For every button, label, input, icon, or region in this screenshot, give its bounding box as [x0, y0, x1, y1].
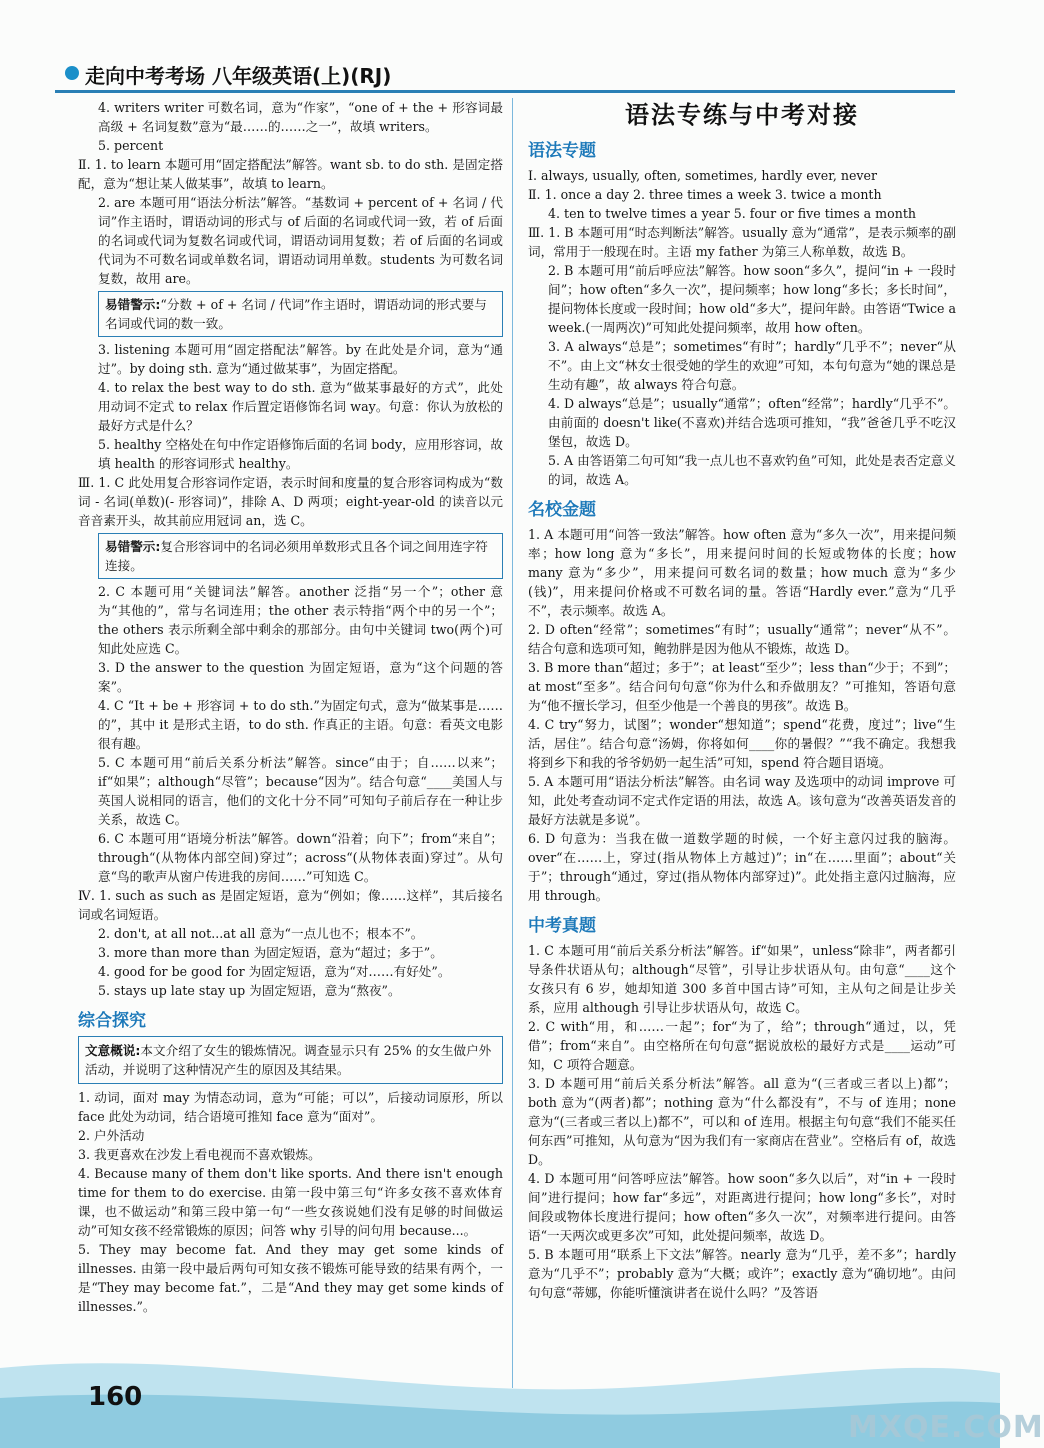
answer-item: 4. to relax the best way to do sth. 意为“做某事最好的方式”，此处用动词不定式 to relax 作后置定语修饰名词 way。句意：你认为放松的最好方式是什么？ [98, 380, 503, 433]
answer-item: 4. D 本题可用“问答呼应法”解答。how soon“多久以后”，对“in + 一段时间”进行提问；how far“多远”，对距离进行提问；how long“多长”，对时间段或物体长度进行提问；how often“多久一次”，对频率进行提问。由答语“一天两次或更多次”可知，此处提问频率，故选 D。 [528, 1171, 956, 1243]
book-title: 走向中考考场 八年级英语(上)(RJ) [85, 64, 392, 88]
answer-item: 3. D the answer to the question 为固定短语，意为“这个问题的答案”。 [98, 660, 503, 694]
answer-item: 2. C 本题可用“关键词法”解答。another 泛指“另一个”；other 意为“其他的”，常与名词连用；the other 表示特指“两个中的另一个”；the others 表示所剩全部中剩余的那部分。由句中关键词 two(两个)可知此处应选 C。 [98, 584, 503, 656]
answer-item: 5. healthy 空格处在句中作定语修饰后面的名词 body，应用形容词，故填 health 的形容词形式 healthy。 [98, 437, 503, 471]
answer-item: 5. A 由答语第二句可知“我一点儿也不喜欢钓鱼”可知，此处是表否定意义的词，故选 A。 [548, 453, 956, 487]
answer-block-3 [78, 582, 503, 1000]
answer-block-exam [528, 941, 956, 1302]
answer-item: 2. are 本题可用“语法分析法”解答。“基数词 + percent of + 名词 / 代词”作主语时，谓语动词的形式与 of 后面的名词或代词一致，若 of 后面的名词或代词为复数名词或代词，谓语动词用复数；若 of 后面的名词或代词为不可数名词或单数名词，谓语动词用单数。students 为可数名词复数，故用 are。 [98, 195, 503, 286]
overview-label: 文意概说: [85, 1043, 141, 1058]
left-column [78, 98, 503, 1316]
chapter-title: 语法专练与中考对接 [625, 101, 859, 129]
answer-item: Ⅱ. 1. once a day 2. three times a week 3. twice a month [528, 187, 882, 202]
warning-label: 易错警示: [105, 297, 161, 312]
bullet-dot-icon [65, 66, 79, 80]
warning-label: 易错警示: [105, 539, 161, 554]
watermark: MXQE.COM [848, 1410, 1044, 1445]
answer-item: Ⅲ. 1. C 此处用复合形容词作定语，表示时间和度量的复合形容词构成为“数词 - 名词(单数)(- 形容词)”，排除 A、D 两项；eight-year-old 的读音以元音音素开头，故其前应用冠词 an，选 C。 [78, 475, 503, 528]
answer-item: 2. B 本题可用“前后呼应法”解答。how soon“多久”，提问“in + 一段时间”；how often“多久一次”，提问频率；how long“多长；多长时间”，提问物体长度或一段时间；how old“多大”，提问年龄。由答语“Twice a week.(一周两次)”可知此处提问频率，故用 how often。 [548, 263, 956, 335]
answer-item: 3. 我更喜欢在沙发上看电视而不喜欢锻炼。 [78, 1147, 321, 1162]
answer-block-4 [78, 1088, 503, 1316]
warning-text: 复合形容词中的名词必须用单数形式且各个词之间用连字符连接。 [105, 539, 488, 573]
answer-block-grammar [528, 166, 956, 489]
answer-item: 3. D 本题可用“前后关系分析法”解答。all 意为“(三者或三者以上)都”；both 意为“(两者)都”；nothing 意为“什么都没有”，不与 of 连用；none 意为“(三者或三者以上)都不”，可以和 of 连用。根据主句句意“我们不能买任何东西”可推知，从句意为“因为我们有一家商店在营业”。空格后有 of，故选 D。 [528, 1076, 956, 1167]
answer-item: 5. C 本题可用“前后关系分析法”解答。since“由于；自……以来”；if“如果”；although“尽管”；because“因为”。结合句意“____美国人与英国人说相同的语言，他们的文化十分不同”可知句子前后存在一种让步关系，故选 C。 [98, 755, 503, 827]
answer-item: 3. listening 本题可用“固定搭配法”解答。by 在此处是介词，意为“通过”。by doing sth. 意为“通过做某事”，为固定搭配。 [98, 342, 503, 376]
answer-item: 4. C try“努力，试图”；wonder“想知道”；spend“花费，度过”；live“生活，居住”。结合句意“汤姆，你将如何____你的暑假？”“我不确定。我想我将到乡下和我的爷爷奶奶一起生活”可知，spend 符合题目语境。 [528, 717, 956, 770]
warning-text: “分数 + of + 名词 / 代词”作主语时，谓语动词的形式要与名词或代词的数一致。 [105, 297, 487, 331]
overview-text: 本文介绍了女生的锻炼情况。调查显示只有 25% 的女生做户外活动，并说明了这种情况产生的原因及其结果。 [85, 1043, 492, 1077]
answer-item: 4. writers writer 可数名词，意为“作家”，“one of + the + 形容词最高级 + 名词复数”意为“最……的……之一”，故填 writers。 [98, 100, 503, 134]
answer-item: 2. don't, at all not...at all 意为“一点儿也不；根本不”。 [98, 926, 424, 941]
answer-block-1 [78, 98, 503, 288]
answer-item: 3. more than more than 为固定短语，意为“超过；多于”。 [98, 945, 443, 960]
page-number: 160 [88, 1382, 143, 1412]
answer-item: 5. percent [98, 138, 164, 153]
answer-block-2 [78, 340, 503, 530]
answer-item: 4. D always“总是”；usually“通常”；often“经常”；hardly“几乎不”。由前面的 doesn't like(不喜欢)并结合选项可推知，“我”爸爸几乎不吃汉堡包，故选 D。 [548, 396, 956, 449]
answer-item: 6. C 本题可用“语境分析法”解答。down“沿着；向下”；from“来自”；through“(从物体内部空间)穿过”；across“(从物体表面)穿过”。从句意“鸟的歌声从窗户传进我的房间……”可知选 C。 [98, 831, 503, 884]
error-warning-box-2 [98, 533, 503, 579]
answer-item: Ⅰ. always, usually, often, sometimes, hardly ever, never [528, 168, 878, 183]
right-column [528, 98, 956, 1302]
answer-item: 3. A always“总是”；sometimes“有时”；hardly“几乎不”；never“从不”。由上文“林女士很受她的学生的欢迎”可知，本句句意为“她的课总是生动有趣”，故 always 符合句意。 [548, 339, 956, 392]
header-rule [55, 90, 955, 93]
answer-item: 2. C with“用，和……一起”；for“为了，给”；through“通过，以，凭借”；from“来自”。由空格所在句句意“据说放松的最好方式是____运动”可知，C 项符合题意。 [528, 1019, 956, 1072]
answer-item: 5. They may become fat. And they may get some kinds of illnesses. 由第一段中最后两句可知女孩不锻炼可能导致的结果有两个，一是“They may become fat.”，二是“And they may get some kinds of illnesses.”。 [78, 1242, 503, 1314]
answer-item: Ⅳ. 1. such as such as 是固定短语，意为“例如；像……这样”，其后接名词或名词短语。 [78, 888, 503, 922]
answer-item: 5. B 本题可用“联系上下文法”解答。nearly 意为“几乎，差不多”；hardly 意为“几乎不”；probably 意为“大概；或许”；exactly 意为“确切地”。由问句句意“蒂娜，你能听懂演讲者在说什么吗？”及答语 [528, 1247, 956, 1300]
answer-item: 1. A 本题可用“问答一致法”解答。how often 意为“多久一次”，用来提问频率；how long 意为“多长”，用来提问时间的长短或物体的长度；how many 意为“多少”，用来提问可数名词的数量；how much 意为“多少(钱)”，用来提问价格或不可数名词的量。答语“Hardly ever.”意为“几乎不”，表示频率。故选 A。 [528, 527, 956, 618]
section-title-comprehensive: 综合探究 [78, 1011, 146, 1031]
answer-item: 2. 户外活动 [78, 1128, 145, 1143]
passage-overview-box [78, 1036, 503, 1084]
answer-item: 6. D 句意为：当我在做一道数学题的时候，一个好主意闪过我的脑海。over“在……上，穿过(指从物体上方越过)”；in“在……里面”；about“关于”；through“通过，穿过(指从物体内部穿过)”。此处指主意闪过脑海，应用 through。 [528, 831, 956, 903]
section-title-school-questions: 名校金题 [528, 500, 596, 520]
answer-item: Ⅲ. 1. B 本题可用“时态判断法”解答。usually 意为“通常”，是表示频率的副词，常用于一般现在时。主语 my father 为第三人称单数，故选 B。 [528, 225, 956, 259]
answer-item: 5. stays up late stay up 为固定短语，意为“熬夜”。 [98, 983, 401, 998]
answer-item: 2. D often“经常”；sometimes“有时”；usually“通常”；never“从不”。结合句意和选项可知，鲍勃胖是因为他从不锻炼，故选 D。 [528, 622, 956, 656]
section-title-grammar: 语法专题 [528, 141, 596, 161]
answer-item: 1. 动词，面对 may 为情态动词，意为“可能；可以”，后接动词原形，所以 face 此处为动词，结合语境可推知 face 意为“面对”。 [78, 1090, 503, 1124]
running-header [55, 58, 955, 92]
answer-item: 4. ten to twelve times a year 5. four or five times a month [548, 206, 916, 221]
answer-item: 5. A 本题可用“语法分析法”解答。由名词 way 及选项中的动词 improve 可知，此处考查动词不定式作定语的用法，故选 A。该句意为“改善英语发音的最好方法就是多说”。 [528, 774, 956, 827]
answer-block-school [528, 525, 956, 905]
answer-item: 4. C “It + be + 形容词 + to do sth.”为固定句式，意为“做某事是……的”，其中 it 是形式主语，to do sth. 作真正的主语。句意：看英文电影很有趣。 [98, 698, 503, 751]
error-warning-box-1 [98, 291, 503, 337]
answer-item: 1. C 本题可用“前后关系分析法”解答。if“如果”，unless“除非”，两者都引导条件状语从句；although“尽管”，引导让步状语从句。由句意“____这个女孩只有 6 岁，她却知道 300 多首中国古诗”可知，主从句之间是让步关系，应用 although 引导让步状语从句，故选 C。 [528, 943, 956, 1015]
answer-item: Ⅱ. 1. to learn 本题可用“固定搭配法”解答。want sb. to do sth. 是固定搭配，意为“想让某人做某事”，故填 to learn。 [78, 157, 503, 191]
answer-item: 4. Because many of them don't like sports. And there isn't enough time for them to do exercise. 由第一段中第三句“许多女孩不喜欢体育课，也不做运动”和第三段中第一句“一些女孩说她们没有足够的时间做运动”可知女孩不经常锻炼的原因；问答 why 引导的问句用 because...。 [78, 1166, 503, 1238]
column-divider [512, 98, 513, 1388]
answer-item: 3. B more than“超过；多于”；at least“至少”；less than“少于；不到”；at most“至多”。结合问句句意“你为什么和乔做朋友？”可推知，答语句意为“他不擅长学习，但至少他是一个善良的男孩”。故选 B。 [528, 660, 956, 713]
answer-item: 4. good for be good for 为固定短语，意为“对……有好处”。 [98, 964, 451, 979]
section-title-exam-questions: 中考真题 [528, 916, 596, 936]
